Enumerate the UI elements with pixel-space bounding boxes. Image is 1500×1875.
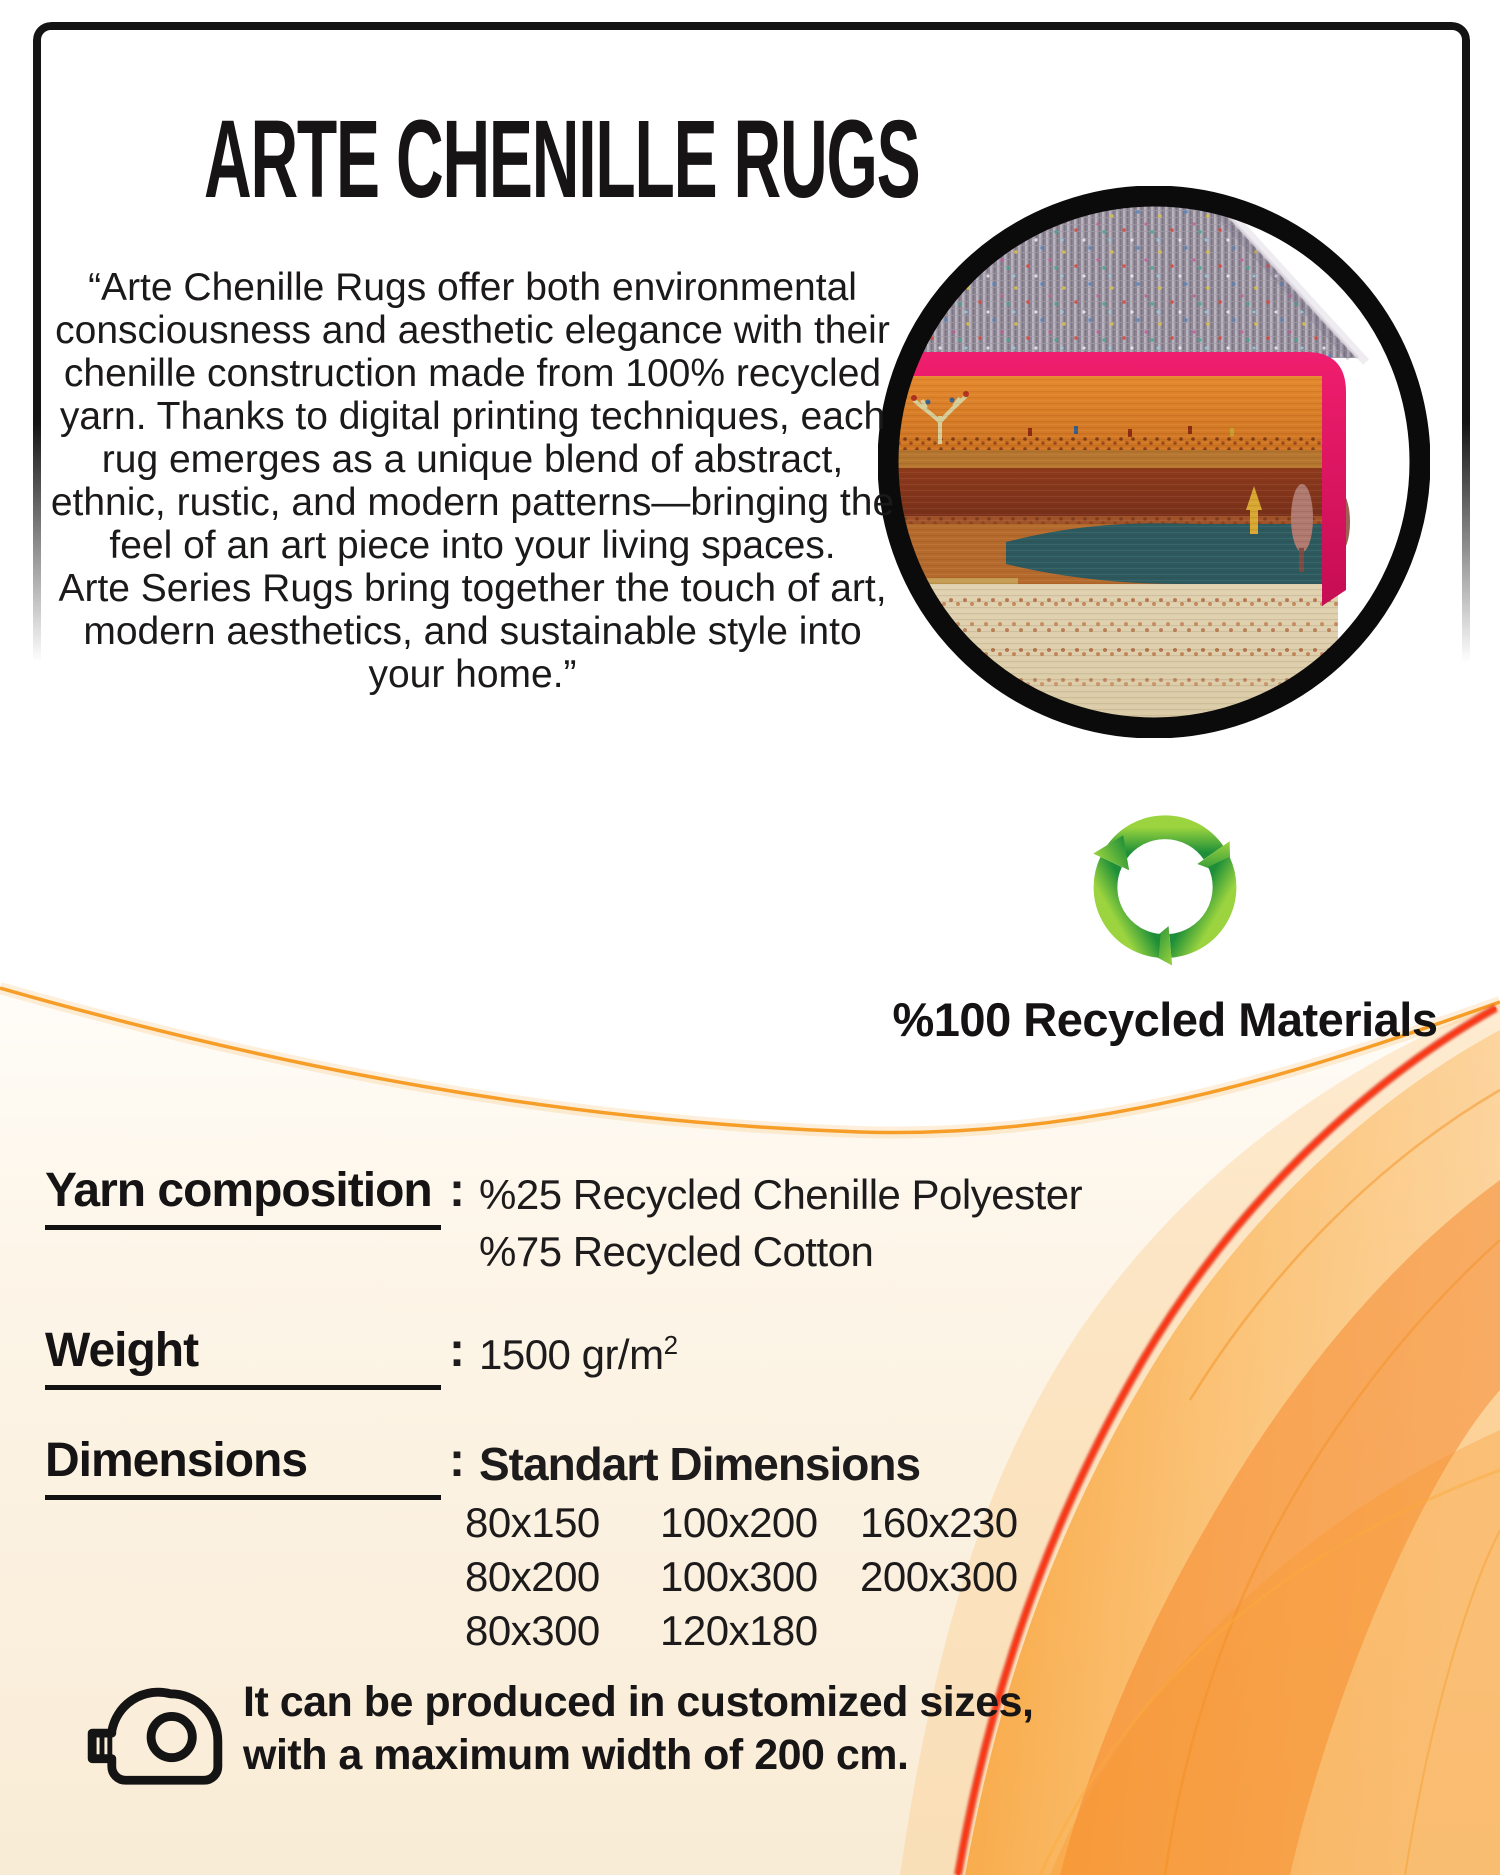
intro-paragraph-part1: “Arte Chenille Rugs offer both environmental consciousness and aesthetic elegance with their chenille construction made from 100% recycled yarn. Thanks to digital printing techniques, each rug emerges as a unique blend of abstract, ethnic, rustic, and modern patterns—bringing the feel of an art piece into your living spaces.: [50, 266, 895, 567]
recycled-badge: [880, 788, 1450, 1047]
spec-label-underline: [45, 1163, 441, 1230]
dimensions-value: Standart Dimensions: [478, 1438, 921, 1490]
rug-face: [878, 374, 1350, 738]
yarn-value-line2: %75 Recycled Cotton: [478, 1228, 874, 1275]
dimensions-label: Dimensions: [45, 1434, 308, 1487]
yarn-composition-label: Yarn composition: [45, 1164, 432, 1217]
yarn-composition-value: [479, 1163, 1082, 1280]
recycle-icon: [1060, 788, 1270, 978]
size-cell: 120x180: [660, 1607, 818, 1654]
size-cell: 100x200: [660, 1499, 818, 1546]
note-line2: with a maximum width of 200 cm.: [243, 1731, 909, 1779]
intro-paragraph-part2: Arte Series Rugs bring together the touch of art, modern aesthetics, and sustainable style into your home.”: [58, 567, 887, 696]
page-title: ARTE CHENILLE RUGS: [204, 98, 920, 221]
size-cell: 80x300: [465, 1607, 600, 1654]
spec-row-weight: [45, 1323, 678, 1390]
colon: :: [449, 1324, 465, 1377]
spec-label-underline: [45, 1323, 441, 1390]
size-cell: 160x230: [860, 1499, 1018, 1546]
colon: :: [449, 1434, 465, 1487]
size-cell: [860, 1604, 1018, 1658]
intro-paragraph: [45, 266, 900, 696]
recycled-badge-label: %100 Recycled Materials: [892, 993, 1438, 1046]
yarn-value-line1: %25 Recycled Chenille Polyester: [478, 1171, 1083, 1218]
size-cell: 100x300: [660, 1553, 818, 1600]
spec-row-yarn: [45, 1163, 1082, 1280]
colon: :: [449, 1164, 465, 1217]
standard-dimensions-grid: [465, 1496, 1018, 1658]
size-cell: 80x200: [465, 1553, 600, 1600]
weight-label: Weight: [45, 1324, 199, 1377]
size-cell: 80x150: [465, 1499, 600, 1546]
note-line1: It can be produced in customized sizes,: [243, 1678, 1034, 1726]
weight-value-text: 1500 gr/m: [478, 1331, 664, 1378]
tape-measure-icon: [76, 1686, 234, 1794]
spec-row-dimensions: [45, 1433, 920, 1500]
spec-label-underline: [45, 1433, 441, 1500]
weight-value: [479, 1323, 678, 1383]
rug-corner-photo: [878, 186, 1430, 738]
weight-value-sup: 2: [663, 1330, 678, 1360]
customized-sizes-note: [243, 1676, 1034, 1782]
size-cell: 200x300: [860, 1553, 1018, 1600]
